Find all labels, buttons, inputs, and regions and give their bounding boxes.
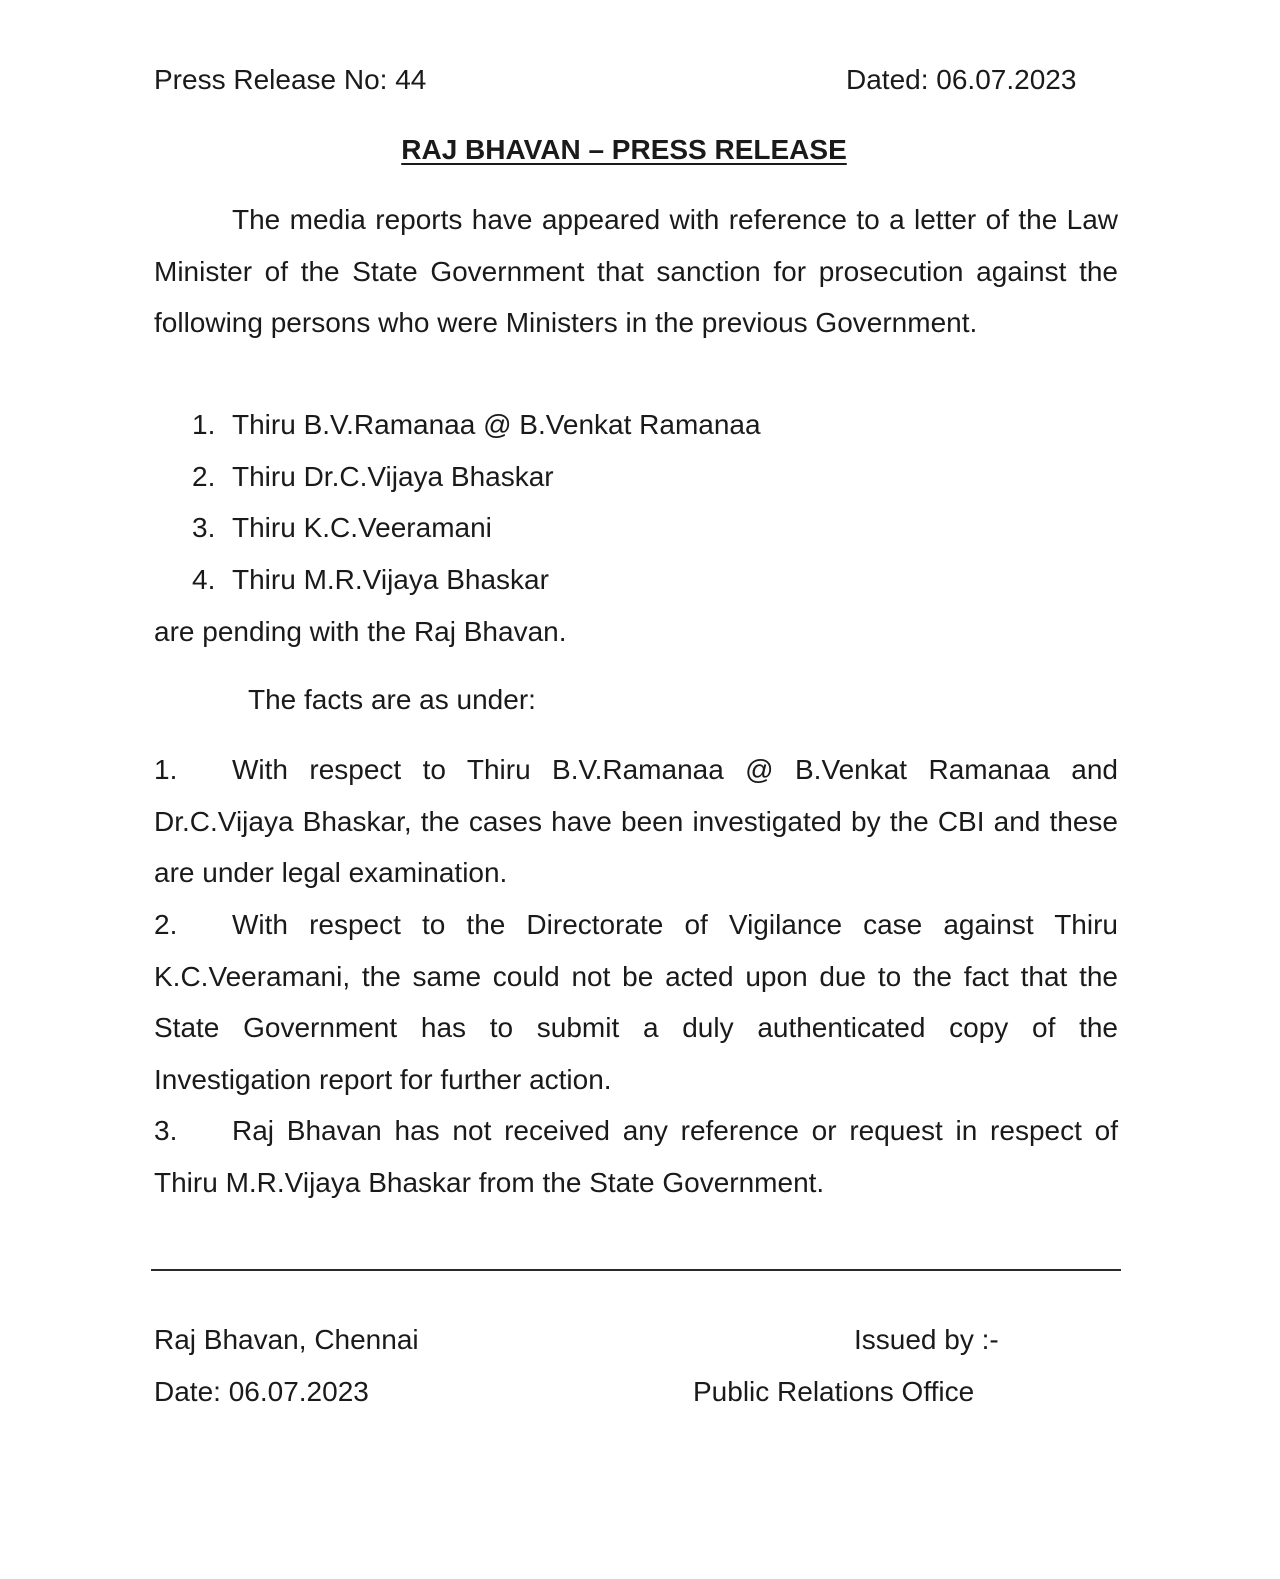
fact-text: With respect to the Directorate of Vigilance case against Thiru K.C.Veeramani, the same could not be acted upon due to the fact that the State Government has to submit a duly authenticated copy of the Investigation report for further action. <box>154 909 1118 1095</box>
fact-item <box>154 744 1118 899</box>
person-list-item <box>192 461 554 493</box>
document-title-text: RAJ BHAVAN – PRESS RELEASE <box>401 134 847 165</box>
fact-number: 2. <box>154 909 178 940</box>
fact-number: 1. <box>154 754 178 785</box>
person-name: Thiru Dr.C.Vijaya Bhaskar <box>232 461 554 492</box>
facts-intro: The facts are as under: <box>248 684 536 715</box>
press-release-number: Press Release No: 44 <box>154 64 427 95</box>
horizontal-rule <box>151 1269 1121 1271</box>
person-name: Thiru B.V.Ramanaa @ B.Venkat Ramanaa <box>232 409 761 440</box>
person-list-item <box>192 512 492 544</box>
fact-text: Raj Bhavan has not received any reference or request in respect of Thiru M.R.Vijaya Bhaskar from the State Government. <box>154 1115 1118 1198</box>
person-name: Thiru K.C.Veeramani <box>232 512 492 543</box>
fact-item <box>154 899 1118 1105</box>
intro-paragraph: The media reports have appeared with reference to a letter of the Law Minister of the State Government that sanction for prosecution against the following persons who were Ministers in the previous Government. <box>154 204 1118 339</box>
person-list-item <box>192 564 549 596</box>
list-number: 2. <box>192 461 216 492</box>
issuer-name: Public Relations Office <box>693 1376 975 1407</box>
fact-text: With respect to Thiru B.V.Ramanaa @ B.Venkat Ramanaa and Dr.C.Vijaya Bhaskar, the cases have been investigated by the CBI and these are under legal examination. <box>154 754 1118 889</box>
list-number: 3. <box>192 512 216 543</box>
list-number: 1. <box>192 409 216 440</box>
issued-by-label: Issued by :- <box>854 1324 999 1355</box>
fact-item <box>154 1105 1118 1208</box>
document-title <box>0 134 1248 166</box>
person-name: Thiru M.R.Vijaya Bhaskar <box>232 564 549 595</box>
person-list-item <box>192 409 761 441</box>
header-date: Dated: 06.07.2023 <box>846 64 1077 95</box>
pending-statement: are pending with the Raj Bhavan. <box>154 616 567 647</box>
list-number: 4. <box>192 564 216 595</box>
footer-date: Date: 06.07.2023 <box>154 1376 369 1407</box>
fact-number: 3. <box>154 1115 178 1146</box>
footer-place: Raj Bhavan, Chennai <box>154 1324 419 1355</box>
